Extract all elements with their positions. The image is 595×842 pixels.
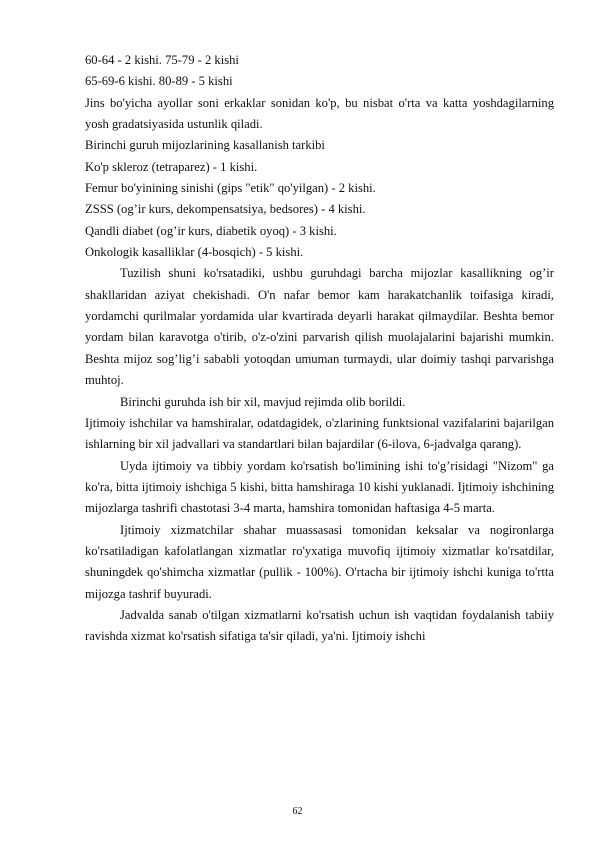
disease-item: Qandli diabet (og’ir kurs, diabetik oyoq) - 3 kishi. [85, 223, 337, 238]
page-number: 62 [292, 806, 303, 817]
shift-paragraph: Birinchi guruhda ish bir xil, mavjud rejimda olib borildi. [120, 394, 406, 409]
document-page [85, 50, 554, 648]
disease-item: Onkologik kasalliklar (4-bosqich) - 5 kishi. [85, 245, 304, 260]
functions-paragraph: Ijtimoiy ishchilar va hamshiralar, odatdagidek, o'zlarining funktsional vazifalarini bajarilgan ishlarning bir xil jadvallari va standartlari bilan bajardilar (6-ilova, 6-jadvalga qarang). [85, 415, 554, 452]
analysis-paragraph: Tuzilish shuni ko'rsatadiki, ushbu guruhdagi barcha mijozlar kasallikning og’ir shakllaridan aziyat chekishadi. O'n nafar bemor kam harakatchanlik toifasiga kiradi, yordamchi qurilmalar yordamida ular kvartirada deyarli harakat qilmaydilar. Beshta bemor yordam bilan karavotga o'tirib, o'z-o'zini parvarish qilish muolajalarini bajarishi mumkin. Beshta mijoz sog’lig’i sababli yotoqdan umuman turmaydi, ular doimiy tashqi parvarishga muhtoj. [85, 266, 554, 388]
disease-item: Ko'p skleroz (tetraparez) - 1 kishi. [85, 159, 258, 174]
disease-item: ZSSS (og’ir kurs, dekompensatsiya, bedsores) - 4 kishi. [85, 202, 366, 217]
table-paragraph: Jadvalda sanab o'tilgan xizmatlarni ko'rsatish uchun ish vaqtidan foydalanish tabiiy ravishda xizmat ko'rsatish sifatiga ta'sir qiladi, ya'ni. Ijtimoiy ishchi [85, 607, 554, 644]
disease-item: Femur bo'yinining sinishi (gips "etik" qo'yilgan) - 2 kishi. [85, 181, 376, 196]
age-line-2: 65-69-6 kishi. 80-89 - 5 kishi [85, 74, 233, 89]
disease-heading: Birinchi guruh mijozlarining kasallanish tarkibi [85, 138, 325, 153]
gender-paragraph: Jins bo'yicha ayollar soni erkaklar sonidan ko'p, bu nisbat o'rta va katta yoshdagilarning yosh gradatsiyasida ustunlik qiladi. [85, 95, 554, 132]
services-paragraph: Ijtimoiy xizmatchilar shahar muassasasi tomonidan keksalar va nogironlarga ko'rsatiladigan kafolatlangan xizmatlar ro'yxatiga muvofiq ijtimoiy xizmatlar ko'rsatdilar, shuningdek qo'shimcha xizmatlar (pullik - 100%). O'rtacha bir ijtimoiy ishchi kuniga to'rtta mijozga tashrif buyuradi. [85, 522, 554, 601]
age-line-1: 60-64 - 2 kishi. 75-79 - 2 kishi [85, 53, 239, 67]
home-care-paragraph: Uyda ijtimoiy va tibbiy yordam ko'rsatish bo'limining ishi to'g’risidagi "Nizom" ga ko'ra, bitta ijtimoiy ishchiga 5 kishi, bitta hamshiraga 10 kishi yuklanadi. Ijtimoiy ishchining mijozlarga tashrifi chastotasi 3-4 marta, hamshira tomonidan haftasiga 4-5 marta. [85, 458, 554, 516]
